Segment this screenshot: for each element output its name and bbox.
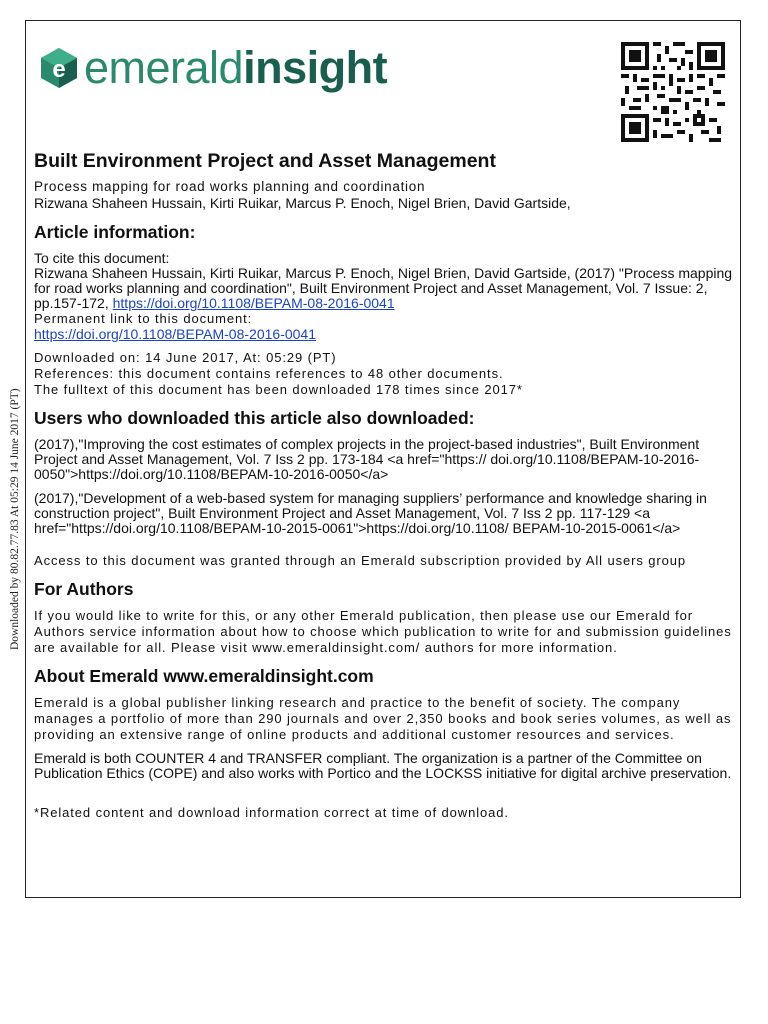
also-downloaded-heading: Users who downloaded this article also downloaded: xyxy=(34,408,475,428)
references-count: References: this document contains references to 48 other documents. xyxy=(34,366,504,381)
for-authors-heading: For Authors xyxy=(34,579,134,599)
emerald-logo-icon xyxy=(40,47,78,89)
document-content xyxy=(34,150,734,821)
related-article-2: (2017),"Development of a web-based system for managing suppliers’ performance and knowledge sharing in construction project", Built Environment Project and Asset Management, Vol. 7 Iss 2 pp. 117-129 <a href="https://doi.org/10.1108/BEPAM-10-2015-0061">https://doi.org/10.1108/ BEPAM-10-2015-0061</a> xyxy=(34,490,707,536)
journal-title: Built Environment Project and Asset Management xyxy=(34,150,496,172)
qr-code-image xyxy=(620,42,726,142)
permanent-link-label: Permanent link to this document: xyxy=(34,311,253,326)
fulltext-download-count: The fulltext of this document has been downloaded 178 times since 2017* xyxy=(34,382,523,397)
related-article-1: (2017),"Improving the cost estimates of complex projects in the project-based industries", Built Environment Project and Asset Management, Vol. 7 Iss 2 pp. 173-184 <a href="https:// doi.org/10.1108/BEPAM-10-2016-0050">https://doi.org/10.1108/BEPAM-10-2016-0050</a> xyxy=(34,436,700,482)
access-note: Access to this document was granted through an Emerald subscription provided by All users group xyxy=(34,553,687,568)
for-authors-text: If you would like to write for this, or any other Emerald publication, then please use our Emerald for Authors service information about how to choose which publication to write for and submission guidelines are available for all. Please visit www.emeraldinsight.com/ authors for more information. xyxy=(34,608,732,655)
citation-text: Rizwana Shaheen Hussain, Kirti Ruikar, Marcus P. Enoch, Nigel Brien, David Gartside, (2017) "Process mapping for road works planning and coordination", Built Environment Project and Asset Management, Vol. 7 Issue: 2, pp.157-172, xyxy=(34,265,733,311)
citation-doi-link[interactable]: https://doi.org/10.1108/BEPAM-08-2016-0041 xyxy=(112,295,395,311)
citation xyxy=(34,266,734,311)
emerald-insight-logo[interactable] xyxy=(40,42,388,93)
compliance-text: Emerald is both COUNTER 4 and TRANSFER compliant. The organization is a partner of the Committee on Publication Ethics (COPE) and also works with Portico and the LOCKSS initiative for digital archive preservation. xyxy=(34,750,732,781)
svg-text:e: e xyxy=(52,55,66,83)
authors: Rizwana Shaheen Hussain, Kirti Ruikar, Marcus P. Enoch, Nigel Brien, David Gartside, xyxy=(34,195,571,211)
article-info-heading: Article information: xyxy=(34,222,196,242)
permanent-doi-link[interactable]: https://doi.org/10.1108/BEPAM-08-2016-0041 xyxy=(34,326,316,342)
article-title: Process mapping for road works planning and coordination xyxy=(34,179,426,194)
about-emerald-heading: About Emerald www.emeraldinsight.com xyxy=(34,666,374,686)
about-emerald-text: Emerald is a global publisher linking research and practice to the benefit of society. The company manages a portfolio of more than 290 journals and over 2,350 books and book series volumes, as well as providing an extensive range of online products and additional customer resources and services. xyxy=(34,695,732,742)
logo-word-emerald: emerald xyxy=(84,42,244,93)
logo-word-insight: insight xyxy=(243,42,388,93)
cite-label: To cite this document: xyxy=(34,250,170,266)
downloaded-on: Downloaded on: 14 June 2017, At: 05:29 (PT) xyxy=(34,350,337,365)
download-stamp: Downloaded by 80.82.77.83 At 05:29 14 June 2017 (PT) xyxy=(9,388,21,650)
footnote: *Related content and download information correct at time of download. xyxy=(34,805,509,820)
